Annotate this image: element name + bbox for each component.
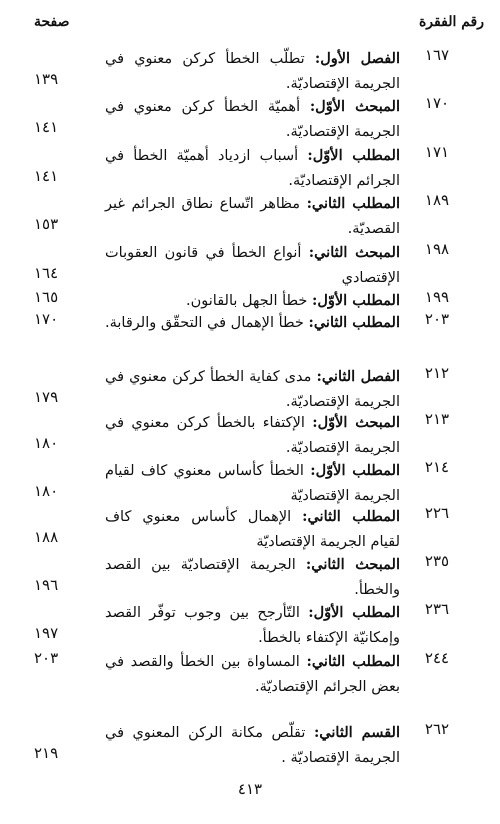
entry-text: [105, 504, 400, 555]
page-number: ١٧٠: [34, 310, 59, 328]
paragraph-number: ٢٠٣: [424, 310, 450, 328]
page-number: ١٦٤: [34, 264, 59, 282]
page-number: ١٦٥: [34, 288, 59, 306]
entry-label: المطلب الثاني:: [308, 314, 400, 331]
entry-title: مظاهر اتّساع نطاق الجرائم غير القصديّة.: [105, 196, 400, 237]
paragraph-number: ١٧١: [424, 143, 450, 161]
entry-text: [105, 458, 400, 509]
entry-title: أهميّة الخطأ كركن معنوي في الجريمة الإقتصاديّة.: [105, 99, 400, 140]
page-number: ١٨٠: [34, 434, 59, 452]
entry-label: المطلب الثاني:: [306, 195, 401, 212]
entry-label: الفصل الثاني:: [316, 368, 401, 385]
paragraph-number: ١٩٩: [424, 288, 450, 306]
entry-label: المبحث الثاني:: [308, 244, 400, 261]
page-number: ١٤١: [34, 118, 59, 136]
entry-label: المطلب الأوّل:: [312, 292, 400, 309]
page-number: ١٧٩: [34, 388, 59, 406]
entry-title: الخطأ كأساس معنوي كاف لقيام الجريمة الإقتصاديّة: [105, 463, 400, 504]
entry-text: [105, 600, 400, 651]
page-number: ١٤١: [34, 167, 59, 185]
paragraph-number: ٢٣٦: [424, 600, 450, 618]
entry-label: المطلب الثاني:: [302, 508, 400, 525]
entry-label: المطلب الأوّل:: [308, 604, 400, 621]
paragraph-number: ١٦٧: [424, 46, 450, 64]
paragraph-number-header: رقم الفقرة: [418, 14, 484, 30]
entry-title: خطأ الجهل بالقانون.: [186, 293, 308, 309]
entry-text: [105, 191, 400, 242]
entry-label: المبحث الأوّل:: [309, 98, 400, 115]
page-number: ٢١٩: [34, 744, 59, 762]
entry-text: [105, 143, 400, 194]
entry-text: [105, 310, 400, 336]
paragraph-number: ١٩٨: [424, 240, 450, 258]
entry-label: المطلب الأوّل:: [307, 147, 401, 164]
entry-text: [105, 240, 400, 291]
paragraph-number: ٢٣٥: [424, 552, 450, 570]
entry-text: [105, 552, 400, 603]
entry-label: المطلب الأوّل:: [310, 462, 401, 479]
entry-label: الفصل الأول:: [314, 50, 400, 67]
entry-title: الإهمال كأساس معنوي كاف لقيام الجريمة الإقتصاديّة: [105, 509, 400, 550]
entry-text: [105, 364, 400, 415]
entry-text: [105, 720, 400, 771]
paragraph-number: ٢٦٢: [424, 720, 450, 738]
entry-title: تطلّب الخطأ كركن معنوي في الجريمة الإقتصاديّة.: [105, 51, 400, 92]
entry-title: أسباب ازدياد أهميّة الخطأ في الجرائم الإقتصاديّة.: [105, 148, 400, 189]
page-number: ١٥٣: [34, 215, 59, 233]
paragraph-number: ١٧٠: [424, 94, 450, 112]
paragraph-number: ٢١٢: [424, 364, 450, 382]
entry-label: المبحث الأوّل:: [312, 414, 401, 431]
entry-title: الإكتفاء بالخطأ كركن معنوي في الجريمة الإقتصاديّة.: [105, 415, 400, 456]
entry-label: القسم الثاني:: [313, 724, 400, 741]
entry-title: الجريمة الإقتصاديّة بين القصد والخطأ.: [105, 557, 400, 598]
paragraph-number: ٢٢٦: [424, 504, 450, 522]
entry-label: المطلب الثاني:: [306, 653, 401, 670]
entry-title: خطأ الإهمال في التحقّق والرقابة.: [105, 315, 304, 331]
entry-title: تقلّص مكانة الركن المعنوي في الجريمة الإقتصاديّة .: [105, 725, 400, 766]
paragraph-number: ٢٤٤: [424, 649, 450, 667]
entry-title: التّأرجح بين وجوب توفّر القصد وإمكانيّة الإكتفاء بالخطأ.: [105, 605, 400, 646]
page-number: ١٨٨: [34, 528, 59, 546]
page-number: ١٣٩: [34, 70, 59, 88]
entry-text: [105, 46, 400, 97]
entry-text: [105, 410, 400, 461]
entry-title: مدى كفاية الخطأ كركن معنوي في الجريمة الإقتصاديّة.: [105, 369, 400, 410]
page-number: ٢٠٣: [34, 649, 59, 667]
entry-title: أنواع الخطأ في قانون العقوبات الإقتصادي: [105, 245, 400, 286]
entry-text: [105, 649, 400, 700]
paragraph-number: ٢١٣: [424, 410, 450, 428]
page-number: ١٩٧: [34, 624, 59, 642]
page-number: ١٩٦: [34, 576, 59, 594]
page-number-header: صفحة: [34, 14, 70, 30]
page-number: ١٨٠: [34, 482, 59, 500]
page-folio-number: ٤١٣: [237, 780, 263, 798]
entry-label: المبحث الثاني:: [305, 556, 400, 573]
paragraph-number: ١٨٩: [424, 191, 450, 209]
entry-text: [105, 94, 400, 145]
paragraph-number: ٢١٤: [424, 458, 450, 476]
entry-title: المساواة بين الخطأ والقصد في بعض الجرائم الإقتصاديّة.: [105, 654, 400, 695]
